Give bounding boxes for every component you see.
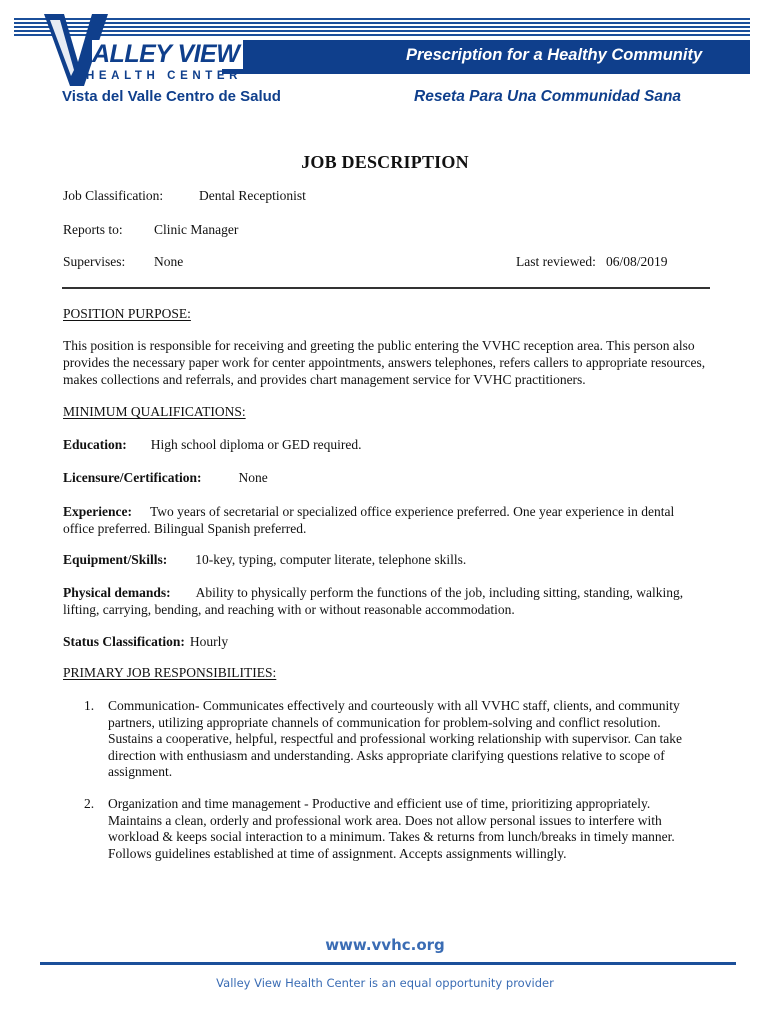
licensure-row <box>63 469 707 486</box>
experience-value: Two years of secretarial or specialized office experience preferred. One year experience in dental office preferred. Bilingual Spanish preferred. <box>63 504 675 536</box>
equipment-label: Equipment/Skills: <box>63 552 168 567</box>
equipment-row <box>63 551 707 568</box>
last-reviewed-value: 06/08/2019 <box>606 254 668 269</box>
responsibilities-heading: PRIMARY JOB RESPONSIBILITIES: <box>63 665 277 680</box>
experience-row <box>63 503 707 537</box>
physical-demands-row <box>63 584 707 618</box>
supervises-label: Supervises: <box>63 254 126 269</box>
spanish-tagline: Reseta Para Una Communidad Sana <box>414 88 682 105</box>
reports-to-label: Reports to: <box>63 222 123 237</box>
licensure-value: None <box>238 470 268 485</box>
responsibility-text: Organization and time management - Productive and efficient use of time, prioritizing appropriately. Maintains a clean, orderly and professional work area. Does not allow personal issues to interfere with workload & keeps social interaction to a minimum. Takes & returns from lunch/breaks in timely manner. Follows guidelines established at time of assignment. Accepts assignments willingly. <box>108 796 675 861</box>
header-stripes <box>14 18 750 38</box>
reports-to-value: Clinic Manager <box>154 222 239 237</box>
position-purpose-heading: POSITION PURPOSE: <box>63 306 191 321</box>
responsibility-item <box>84 698 706 781</box>
minimum-qualifications-heading: MINIMUM QUALIFICATIONS: <box>63 404 246 419</box>
logo-subtitle: HEALTH CENTER <box>86 70 243 82</box>
footer-divider <box>40 962 736 965</box>
equipment-value: 10-key, typing, computer literate, telephone skills. <box>195 552 467 567</box>
job-classification-value: Dental Receptionist <box>199 188 306 203</box>
education-label: Education: <box>63 437 127 452</box>
status-classification-row <box>63 633 707 650</box>
responsibility-item <box>84 796 706 862</box>
physical-demands-value: Ability to physically perform the functions of the job, including sitting, standing, walking, lifting, carrying, bending, and reaching with or without reasonable accommodation. <box>63 585 684 617</box>
status-classification-value: Hourly <box>189 634 229 649</box>
logo-name: ALLEY VIEW <box>92 40 243 69</box>
position-purpose-text: This position is responsible for receiving and greeting the public entering the VVHC reception area. This person also provides the necessary paper work for center appointments, answers telephones, refers callers to appropriate resources, makes collections and referrals, and provides chart management service for VVHC practitioners. <box>63 338 706 387</box>
experience-label: Experience: <box>63 504 132 519</box>
tagline-text: Prescription for a Healthy Community <box>406 46 703 64</box>
website-link[interactable]: www.vvhc.org <box>325 936 445 954</box>
job-classification-label: Job Classification: <box>63 188 164 203</box>
page-title: JOB DESCRIPTION <box>301 152 469 172</box>
equal-opportunity-note: Valley View Health Center is an equal opportunity provider <box>216 976 554 990</box>
letterhead <box>0 0 770 110</box>
responsibility-text: Communication- Communicates effectively and courteously with all VVHC staff, clients, and community partners, utilizing appropriate channels of communication for problem-solving and conflict resolution. Sustains a cooperative, helpful, respectful and professional working relationship with supervisor. Can take direction with enthusiasm and understanding. Asks appropriate clarifying questions relative to scope of assignment. <box>108 698 682 779</box>
spanish-name: Vista del Valle Centro de Salud <box>62 88 281 105</box>
status-classification-label: Status Classification: <box>63 634 185 649</box>
education-value: High school diploma or GED required. <box>150 437 362 452</box>
last-reviewed-label: Last reviewed: <box>516 254 596 269</box>
header-divider <box>62 287 710 289</box>
education-row <box>63 436 707 453</box>
responsibility-number: 1. <box>84 698 95 713</box>
supervises-value: None <box>154 254 184 269</box>
responsibility-number: 2. <box>84 796 95 811</box>
physical-demands-label: Physical demands: <box>63 585 171 600</box>
licensure-label: Licensure/Certification: <box>63 470 202 485</box>
